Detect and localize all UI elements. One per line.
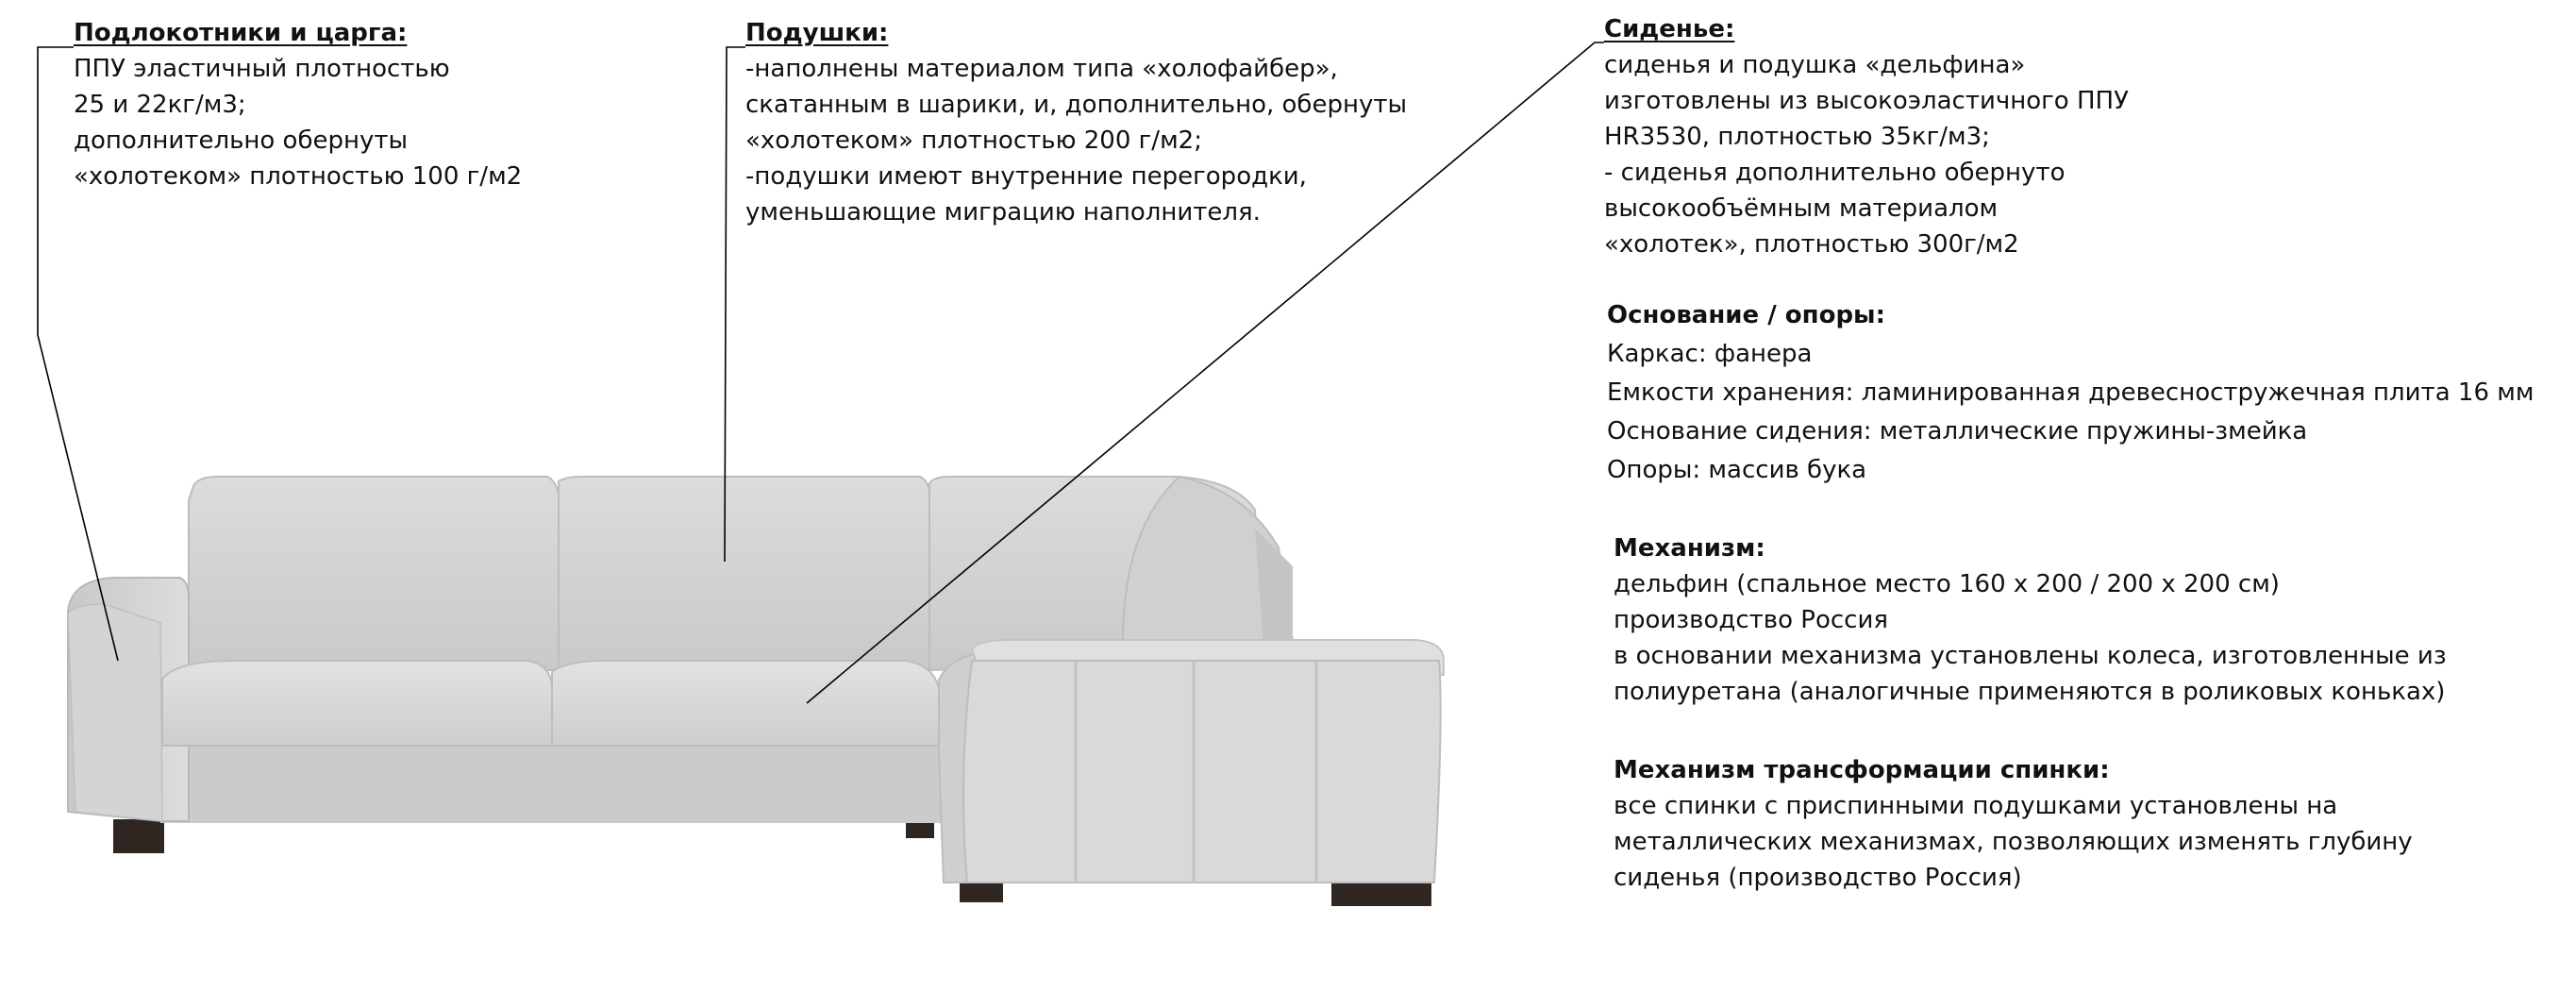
- seat-cushion-1: [162, 661, 552, 746]
- cushions-line: уменьшающие миграцию наполнителя.: [745, 198, 1261, 227]
- base-line: Емкости хранения: ламинированная древесностружечная плита 16 мм: [1607, 378, 2534, 407]
- cushions-line: -наполнены материалом типа «холофайбер»,: [745, 55, 1338, 83]
- base-block: [1607, 296, 2534, 490]
- armrests-line: ППУ эластичный плотностью: [74, 55, 450, 83]
- mechanism-line: полиуретана (аналогичные применяются в роликовых коньках): [1614, 678, 2446, 706]
- mechanism-line: в основании механизма установлены колеса, изготовленные из: [1614, 642, 2447, 670]
- seat-title: Сиденье:: [1604, 15, 1735, 43]
- seat-line: изготовлены из высокоэластичного ППУ: [1604, 87, 2129, 115]
- seat-block: [1604, 11, 2129, 262]
- seat-line: HR3530, плотностью 35кг/м3;: [1604, 123, 1990, 151]
- cushions-line: -подушки имеют внутренние перегородки,: [745, 162, 1307, 191]
- armrests-line: 25 и 22кг/м3;: [74, 91, 246, 119]
- seat-line: - сиденья дополнительно обернуто: [1604, 159, 2066, 187]
- mechanism-block: [1614, 530, 2447, 710]
- mechanism-line: дельфин (спальное место 160 х 200 / 200 х 200 см): [1614, 570, 2280, 598]
- seat-line: «холотек», плотностью 300г/м2: [1604, 230, 2019, 259]
- armrests-line: дополнительно обернуты: [74, 126, 409, 155]
- back-cushion-2: [559, 477, 929, 670]
- cushions-block: [745, 15, 1407, 230]
- back-cushion-1: [189, 477, 559, 670]
- cushions-title: Подушки:: [745, 19, 889, 47]
- base-title: Основание / опоры:: [1607, 301, 1885, 329]
- back-mechanism-line: сиденья (производство Россия): [1614, 864, 2022, 892]
- back-mechanism-block: [1614, 752, 2413, 896]
- back-mechanism-line: металлических механизмах, позволяющих изменять глубину: [1614, 828, 2413, 856]
- base-line: Опоры: массив бука: [1607, 456, 1867, 484]
- mechanism-line: производство Россия: [1614, 606, 1888, 634]
- cushions-line: скатанным в шарики, и, дополнительно, обернуты: [745, 91, 1408, 119]
- seat-line: сиденья и подушка «дельфина»: [1604, 51, 2026, 79]
- armrests-title: Подлокотники и царга:: [74, 19, 408, 47]
- seat-line: высокообъёмным материалом: [1604, 194, 1999, 223]
- armrests-line: «холотеком» плотностью 100 г/м2: [74, 162, 523, 191]
- left-arm-front: [68, 604, 162, 821]
- base-line: Основание сидения: металлические пружины-змейка: [1607, 417, 2308, 446]
- seat-cushion-2: [552, 661, 939, 746]
- armrests-block: [74, 15, 522, 194]
- back-mechanism-title: Механизм трансформации спинки:: [1614, 756, 2110, 784]
- back-mechanism-line: все спинки с приспинными подушками установлены на: [1614, 792, 2338, 820]
- leg-left: [113, 819, 164, 853]
- mechanism-title: Механизм:: [1614, 534, 1765, 563]
- base-line: Каркас: фанера: [1607, 340, 1813, 368]
- chaise-front: [963, 661, 1441, 883]
- cushions-line: «холотеком» плотностью 200 г/м2;: [745, 126, 1202, 155]
- sofa-base: [160, 741, 944, 823]
